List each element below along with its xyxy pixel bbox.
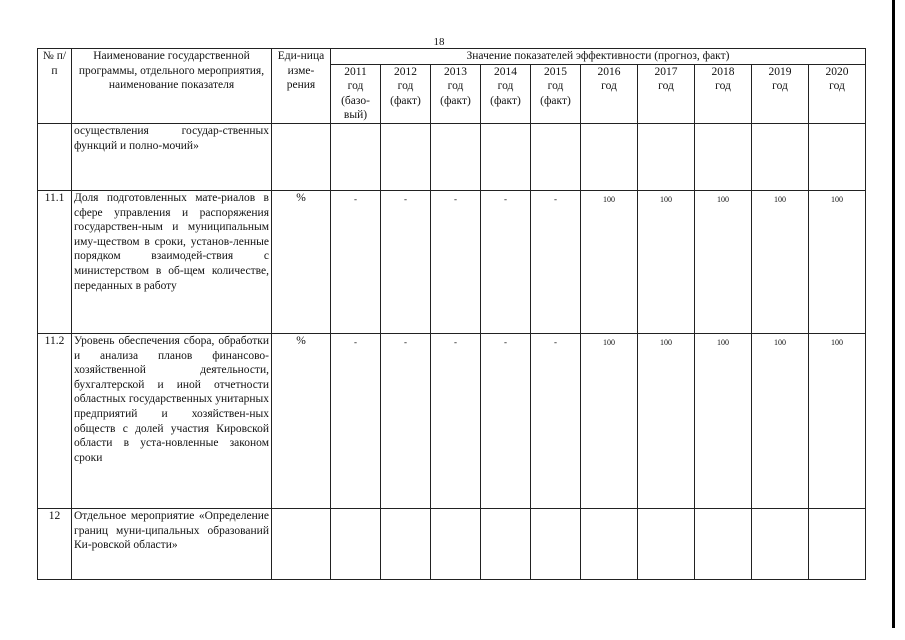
row-value: 100 <box>752 190 809 333</box>
row-value <box>752 123 809 190</box>
header-year: 2014 год (факт) <box>481 64 531 123</box>
row-value <box>809 508 866 579</box>
table-row <box>38 123 866 190</box>
row-value <box>431 508 481 579</box>
page-number: 18 <box>433 36 445 48</box>
header-unit: Еди-ница изме-рения <box>272 49 331 124</box>
row-name: Доля подготовленных мате-риалов в сфере управления и распоряжения государствен-ным и муниципальным иму-ществом в сроки, установ-ленные порядком взаимодей-ствия с министерством в об-щем количестве, переданных в работу <box>72 190 272 333</box>
header-year: 2011 год (базо-вый) <box>331 64 381 123</box>
header-year: 2013 год (факт) <box>431 64 481 123</box>
scan-edge-bar <box>892 0 895 628</box>
row-value: 100 <box>638 333 695 508</box>
row-value: - <box>531 333 581 508</box>
row-number: 11.1 <box>38 190 72 333</box>
row-value <box>481 123 531 190</box>
row-value <box>531 123 581 190</box>
row-value <box>752 508 809 579</box>
row-unit <box>272 508 331 579</box>
indicators-table <box>37 48 866 580</box>
row-value: - <box>481 333 531 508</box>
row-name: Уровень обеспечения сбора, обработки и анализа планов финансово-хозяйственной деятельности, бухгалтерской и иной отчетности областных государственных унитарных предприятий и хозяйствен-ных обществ с долей участия Кировской области в уста-новленные законом сроки <box>72 333 272 508</box>
row-value: 100 <box>638 190 695 333</box>
row-value: 100 <box>695 333 752 508</box>
row-value: - <box>431 333 481 508</box>
header-year: 2018 год <box>695 64 752 123</box>
row-value <box>695 123 752 190</box>
row-value <box>638 508 695 579</box>
row-number: 12 <box>38 508 72 579</box>
header-year: 2020 год <box>809 64 866 123</box>
row-value: 100 <box>695 190 752 333</box>
row-value <box>331 508 381 579</box>
table-row <box>38 508 866 579</box>
row-value <box>809 123 866 190</box>
row-value <box>331 123 381 190</box>
row-value <box>431 123 481 190</box>
row-value: - <box>531 190 581 333</box>
row-value <box>581 508 638 579</box>
table-row <box>38 333 866 508</box>
row-number: 11.2 <box>38 333 72 508</box>
header-year: 2016 год <box>581 64 638 123</box>
row-value: - <box>431 190 481 333</box>
row-value: 100 <box>581 333 638 508</box>
header-year: 2019 год <box>752 64 809 123</box>
row-value <box>581 123 638 190</box>
row-name: Отдельное мероприятие «Определение границ муни-ципальных образований Ки-ровской области» <box>72 508 272 579</box>
row-value: 100 <box>809 333 866 508</box>
row-number <box>38 123 72 190</box>
row-value: - <box>381 190 431 333</box>
header-year: 2015 год (факт) <box>531 64 581 123</box>
header-year: 2012 год (факт) <box>381 64 431 123</box>
header-number: № п/п <box>38 49 72 124</box>
row-value <box>381 123 431 190</box>
row-unit: % <box>272 190 331 333</box>
row-value: - <box>331 190 381 333</box>
row-value: - <box>331 333 381 508</box>
header-year: 2017 год <box>638 64 695 123</box>
row-value: 100 <box>581 190 638 333</box>
row-value <box>638 123 695 190</box>
table-header-row-1 <box>38 49 866 65</box>
row-value: 100 <box>752 333 809 508</box>
row-name: осуществления государ-ственных функций и полно-мочий» <box>72 123 272 190</box>
row-value <box>695 508 752 579</box>
table-row <box>38 190 866 333</box>
header-name: Наименование государственной программы, отдельного мероприятия, наименование показателя <box>72 49 272 124</box>
header-values: Значение показателей эффективности (прогноз, факт) <box>331 49 866 65</box>
row-value <box>481 508 531 579</box>
row-value <box>531 508 581 579</box>
row-unit: % <box>272 333 331 508</box>
row-value: 100 <box>809 190 866 333</box>
row-value <box>381 508 431 579</box>
row-value: - <box>481 190 531 333</box>
row-unit <box>272 123 331 190</box>
row-value: - <box>381 333 431 508</box>
